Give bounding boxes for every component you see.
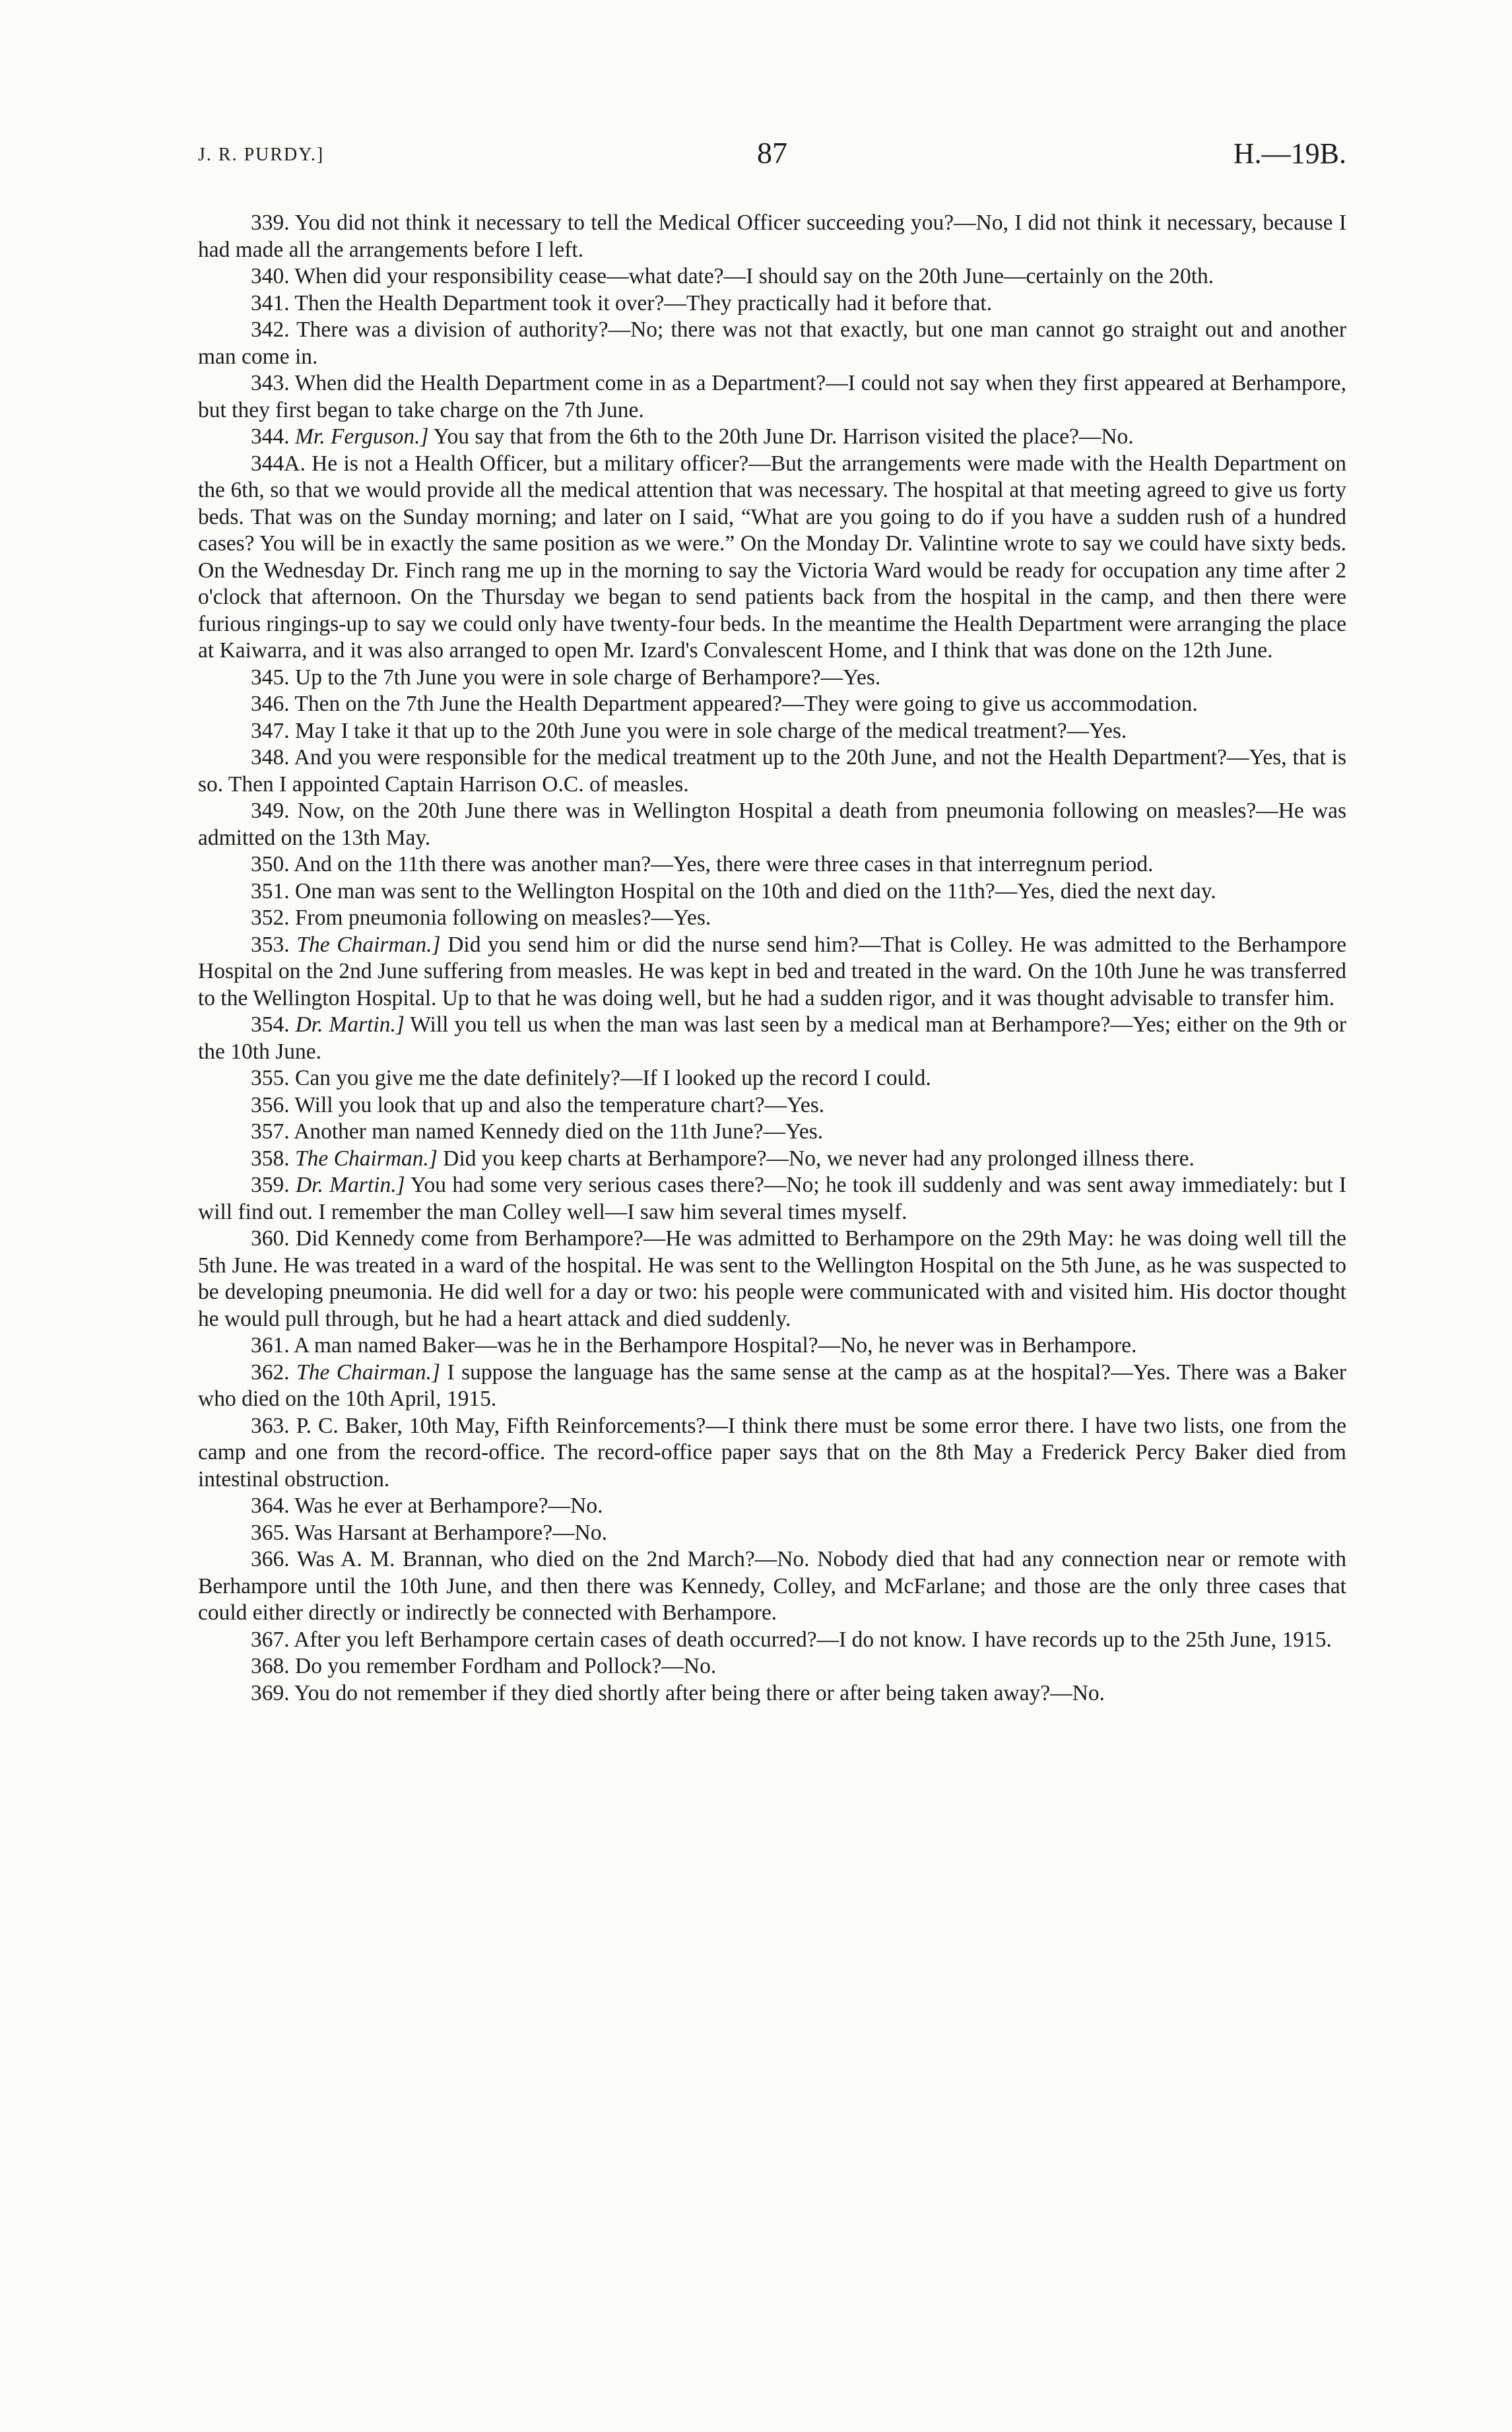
question-paragraph [198,718,1346,745]
question-number: 363. [251,1413,290,1438]
question-number: 339. [251,211,290,235]
question-paragraph [198,290,1346,317]
question-number: 365. [251,1520,290,1545]
question-paragraph [198,210,1346,263]
question-number: 359. [251,1173,290,1197]
question-answer-text: Then on the 7th June the Health Department appeared?—They were going to give us accommodation. [294,692,1198,716]
question-number: 362. [251,1360,290,1385]
question-answer-text: Was he ever at Berhampore?—No. [294,1494,603,1518]
question-number: 356. [251,1092,290,1117]
speaker-name: Dr. Martin.] [295,1012,405,1037]
question-paragraph [198,905,1346,932]
question-paragraph [198,1360,1346,1413]
question-paragraph [198,1520,1346,1547]
question-number: 341. [251,290,290,315]
question-paragraph [198,263,1346,290]
question-answer-text: There was a division of authority?—No; there was not that exactly, but one man cannot go straight out and another man come in. [198,317,1346,369]
question-answer-text: When did your responsibility cease—what date?—I should say on the 20th June—certainly on the 20th. [294,264,1214,288]
question-number: 357. [251,1119,290,1144]
question-number: 358. [251,1146,290,1171]
question-paragraph [198,798,1346,851]
paper-reference: H.—19B. [1233,137,1346,170]
question-answer-text: And on the 11th there was another man?—Yes, there were three cases in that interregnum period. [294,852,1154,876]
witness-name: J. R. PURDY.] [198,145,325,165]
question-paragraph [198,370,1346,424]
question-answer-text: Can you give me the date definitely?—If I looked up the record I could. [295,1066,931,1090]
question-answer-text: Did you keep charts at Berhampore?—No, we never had any prolonged illness there. [443,1146,1195,1171]
question-paragraph [198,1546,1346,1627]
question-number: 344A. [251,451,306,476]
question-number: 349. [251,799,290,823]
question-paragraph [198,1653,1346,1680]
question-paragraph [198,1627,1346,1654]
page-number: 87 [757,136,787,170]
question-paragraph [198,317,1346,370]
question-answer-text: After you left Berhampore certain cases of death occurred?—I do not know. I have records up to the 25th June, 1915. [294,1627,1332,1652]
question-answer-text: You do not remember if they died shortly after being there or after being taken away?—No. [294,1680,1105,1705]
question-paragraph [198,691,1346,718]
question-number: 347. [251,718,290,743]
question-paragraph [198,1413,1346,1494]
page-header [198,135,1346,175]
question-paragraph [198,1092,1346,1119]
speaker-name: Dr. Martin.] [295,1173,405,1197]
question-answer-text: You say that from the 6th to the 20th June Dr. Harrison visited the place?—No. [433,424,1134,449]
question-answer-text: You did not think it necessary to tell the Medical Officer succeeding you?—No, I did not think it necessary, because I had made all the arrangements before I left. [198,211,1346,262]
question-number: 353. [251,932,290,957]
speaker-name: The Chairman.] [296,932,441,957]
question-number: 367. [251,1627,290,1652]
question-answer-text: Do you remember Fordham and Pollock?—No. [295,1654,717,1678]
transcript-body [198,210,1346,1707]
question-paragraph [198,932,1346,1012]
question-answer-text: Up to the 7th June you were in sole charge of Berhampore?—Yes. [295,665,881,690]
question-number: 343. [251,371,290,395]
question-paragraph [198,1226,1346,1332]
question-number: 360. [251,1226,290,1251]
question-answer-text: Did you send him or did the nurse send him?—That is Colley. He was admitted to the Berhampore Hospital on the 2nd June suffering from measles. He was kept in bed and treated in the ward. On the 10th June he was transferred to the Wellington Hospital. Up to that he was doing well, but he had a sudden rigor, and it was thought advisable to transfer him. [198,932,1347,1010]
question-number: 369. [251,1680,290,1705]
question-answer-text: I suppose the language has the same sense at the camp as at the hospital?—Yes. There was a Baker who died on the 10th April, 1915. [198,1360,1347,1411]
question-number: 355. [251,1066,290,1090]
question-answer-text: Did Kennedy come from Berhampore?—He was admitted to Berhampore on the 29th May: he was doing well till the 5th June. He was treated in a ward of the hospital. He was sent to the Wellington Hospital on the 5th June, as he was suspected to be developing pneumonia. He did well for a day or two: his people were communicated with and visited him. His doctor thought he would pull through, but he had a heart attack and died suddenly. [198,1226,1347,1331]
question-answer-text: Will you look that up and also the temperature chart?—Yes. [294,1092,825,1117]
question-answer-text: May I take it that up to the 20th June you were in sole charge of the medical treatment?—Yes. [295,718,1127,743]
question-answer-text: When did the Health Department come in as a Department?—I could not say when they first appeared at Berhampore, but they first began to take charge on the 7th June. [198,371,1346,422]
question-paragraph [198,665,1346,692]
question-paragraph [198,424,1346,451]
question-answer-text: P. C. Baker, 10th May, Fifth Reinforcements?—I think there must be some error there. I have two lists, one from the camp and one from the record-office. The record-office paper says that on the 8th May a Frederick Percy Baker died from intestinal obstruction. [198,1413,1346,1492]
speaker-name: The Chairman.] [296,1360,441,1385]
question-number: 340. [251,264,290,288]
question-answer-text: From pneumonia following on measles?—Yes. [295,905,711,930]
question-paragraph [198,1172,1346,1226]
question-answer-text: And you were responsible for the medical treatment up to the 20th June, and not the Health Department?—Yes, that is so. Then I appointed Captain Harrison O.C. of measles. [198,745,1346,797]
speaker-name: Mr. Ferguson.] [295,424,429,449]
question-answer-text: Another man named Kennedy died on the 11th June?—Yes. [294,1119,824,1144]
question-answer-text: Was A. M. Brannan, who died on the 2nd March?—No. Nobody died that had any connection near or remote with Berhampore until the 10th June, and then there was Kennedy, Colley, and McFarlane; and those are the only three cases that could either directly or indirectly be connected with Berhampore. [198,1547,1346,1625]
question-paragraph [198,1332,1346,1360]
question-number: 368. [251,1654,290,1678]
question-number: 346. [251,692,290,716]
question-paragraph [198,1680,1346,1707]
question-paragraph [198,1012,1346,1065]
question-answer-text: Now, on the 20th June there was in Wellington Hospital a death from pneumonia following on measles?—He was admitted on the 13th May. [198,799,1347,850]
question-number: 348. [251,745,290,770]
question-number: 344. [251,424,290,449]
question-answer-text: Will you tell us when the man was last seen by a medical man at Berhampore?—Yes; either on the 9th or the 10th June. [198,1012,1346,1064]
question-paragraph [198,878,1346,905]
question-number: 361. [251,1333,290,1358]
question-answer-text: Was Harsant at Berhampore?—No. [294,1520,607,1545]
question-answer-text: You had some very serious cases there?—No; he took ill suddenly and was sent away immediately: but I will find out. I remember the man Colley well—I saw him several times myself. [198,1173,1346,1224]
question-paragraph [198,1065,1346,1092]
question-answer-text: Then the Health Department took it over?—They practically had it before that. [294,290,993,315]
question-answer-text: One man was sent to the Wellington Hospital on the 10th and died on the 11th?—Yes, died the next day. [295,878,1216,904]
question-paragraph [198,451,1346,665]
question-paragraph [198,851,1346,878]
question-number: 352. [251,905,290,930]
question-number: 366. [251,1547,290,1571]
question-number: 351. [251,878,290,904]
question-number: 342. [251,317,290,342]
question-answer-text: He is not a Health Officer, but a military officer?—But the arrangements were made with the Health Department on the 6th, so that we would provide all the medical attention that was necessary. The hospital at that meeting agreed to give us forty beds. That was on the Sunday morning; and later on I said, “What are you going to do if you have a sudden rush of a hundred cases? You will be in exactly the same position as we were.” On the Monday Dr. Valintine wrote to say we could have sixty beds. On the Wednesday Dr. Finch rang me up in the morning to say the Victoria Ward would be ready for occupation any time after 2 o'clock that afternoon. On the Thursday we began to send patients back from the hospital in the camp, and then there were furious ringings-up to say we could only have twenty-four beds. In the meantime the Health Department were arranging the place at Kaiwarra, and it was also arranged to open Mr. Izard's Convalescent Home, and I think that was done on the 12th June. [198,451,1346,663]
question-paragraph [198,1146,1346,1173]
question-paragraph [198,1493,1346,1520]
question-number: 354. [251,1012,290,1037]
speaker-name: The Chairman.] [295,1146,438,1171]
question-number: 350. [251,852,290,876]
question-number: 364. [251,1494,290,1518]
question-number: 345. [251,665,290,690]
question-paragraph [198,744,1346,798]
question-answer-text: A man named Baker—was he in the Berhampore Hospital?—No, he never was in Berhampore. [294,1333,1137,1358]
question-paragraph [198,1119,1346,1146]
